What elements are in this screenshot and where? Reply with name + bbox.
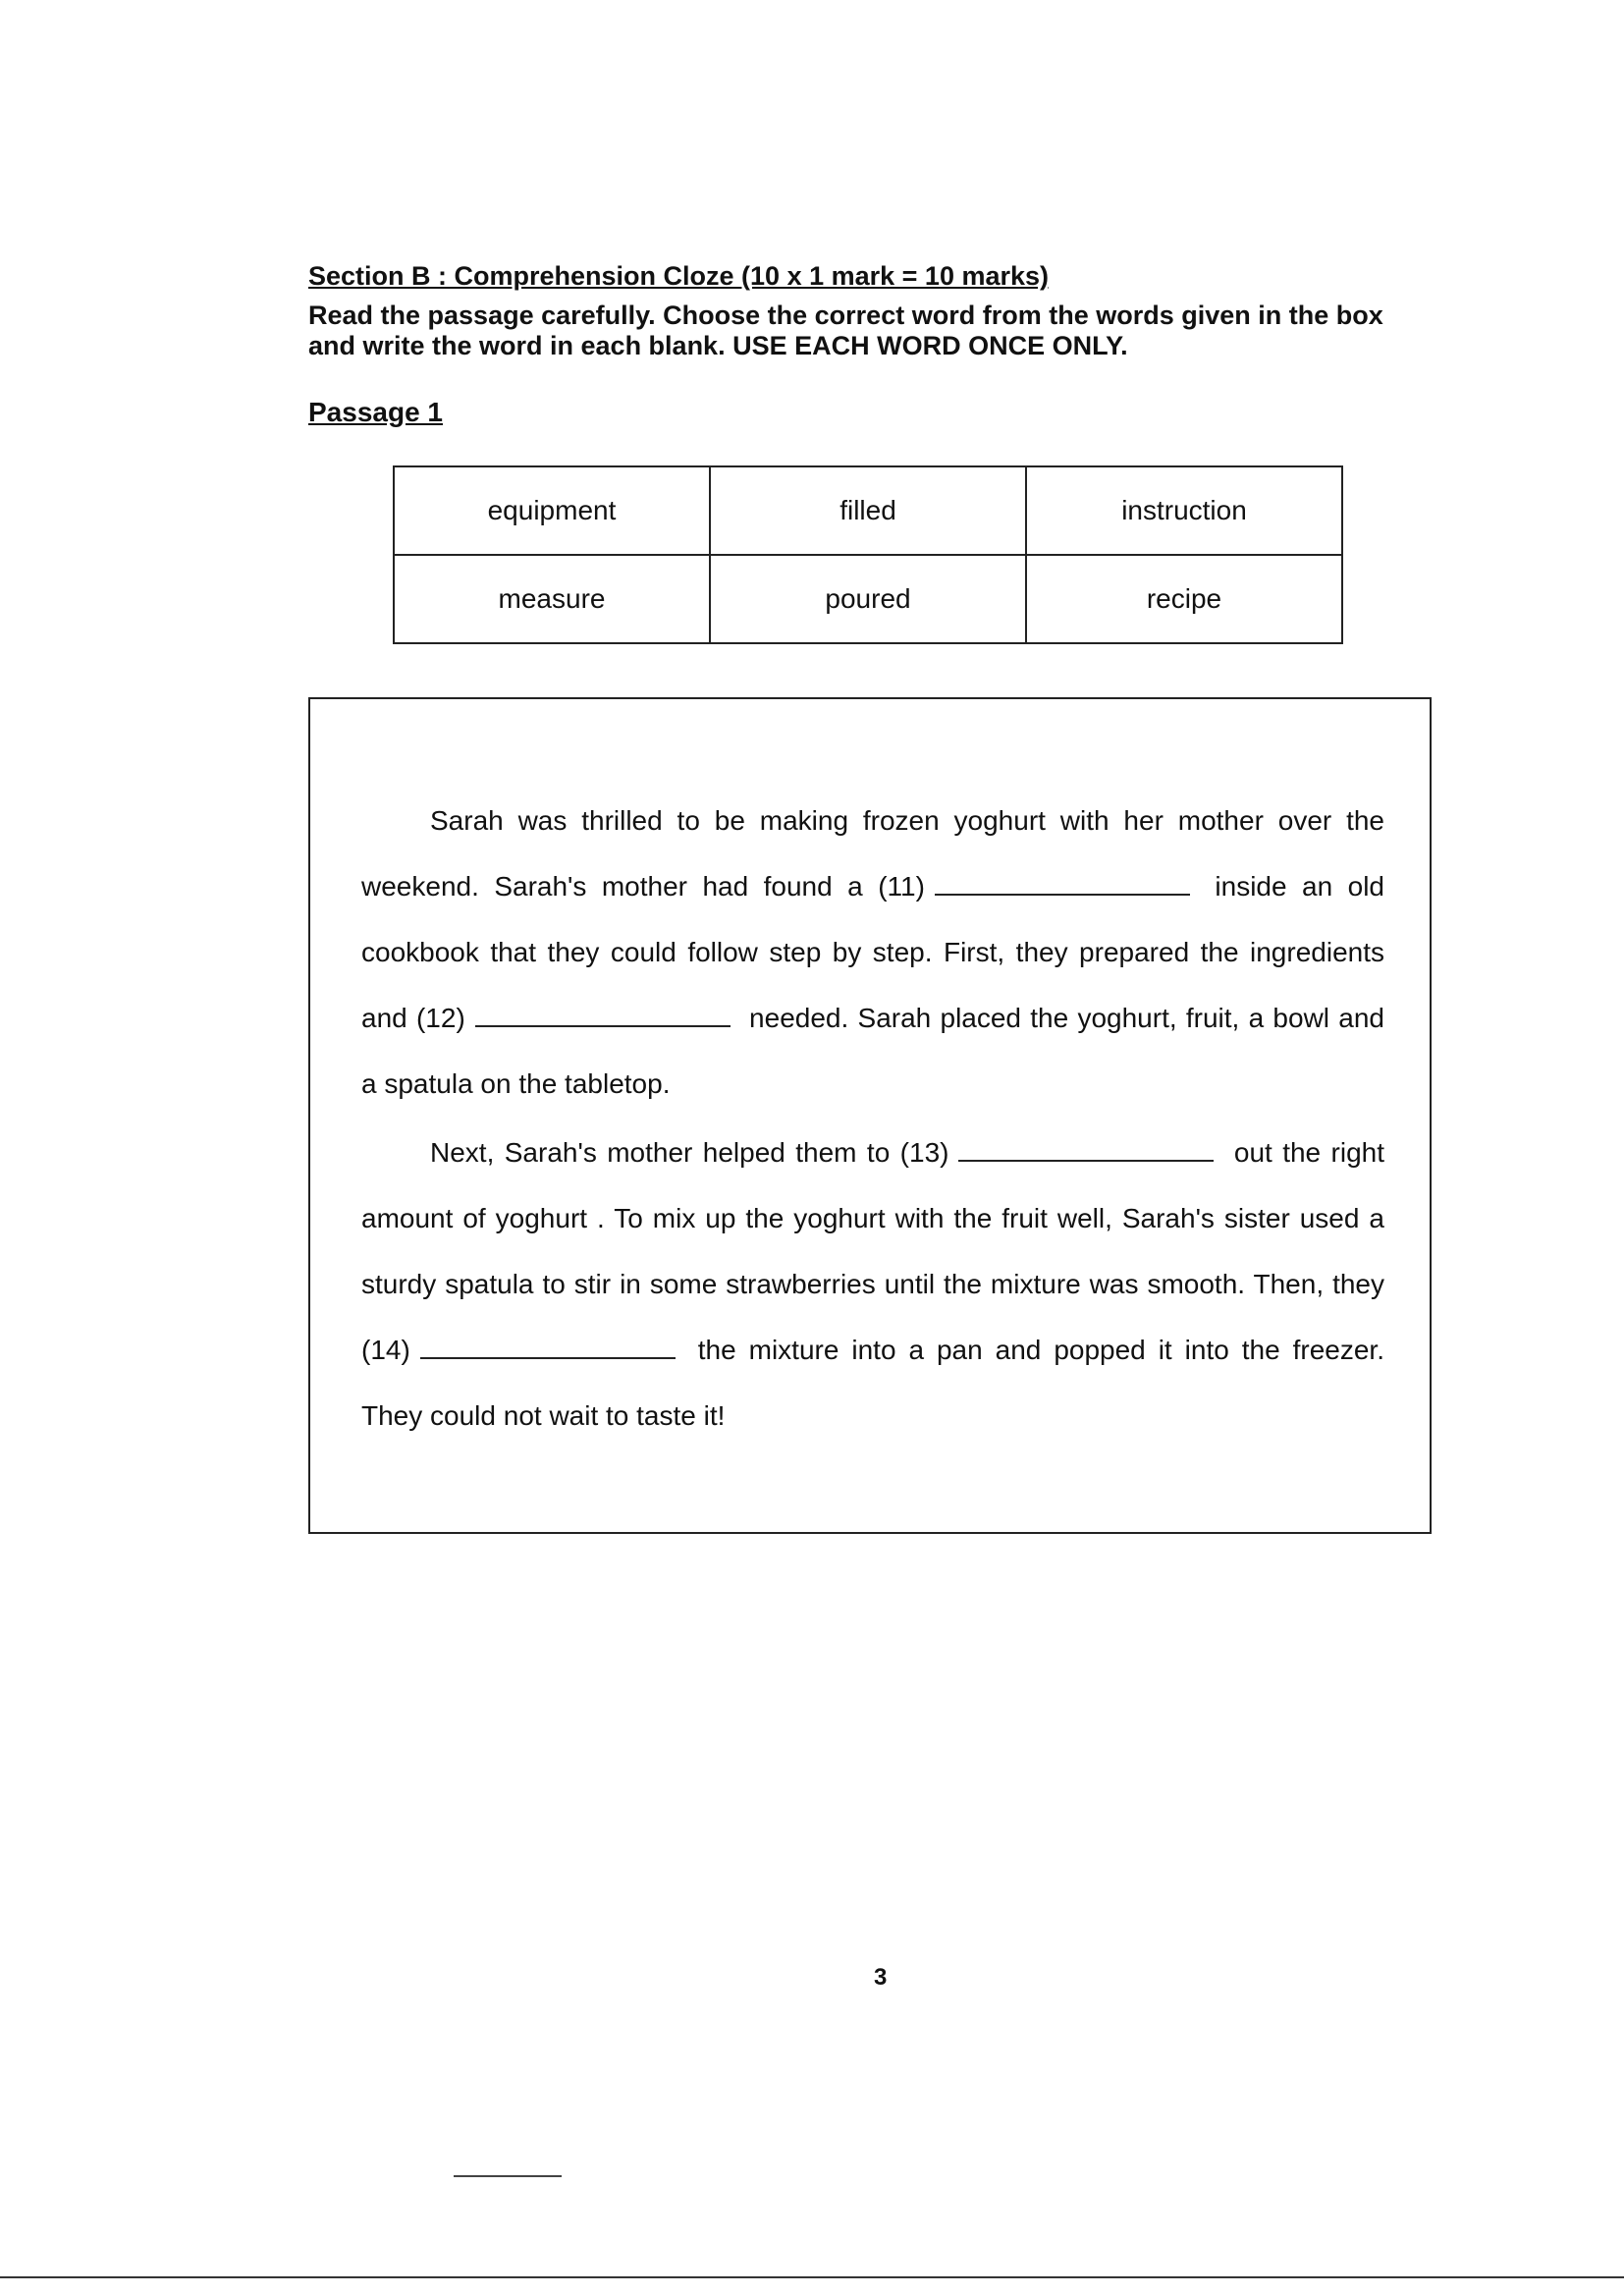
answer-blank-14[interactable] bbox=[420, 1336, 676, 1359]
paragraph-1 bbox=[361, 788, 1384, 1117]
word-bank-cell: recipe bbox=[1026, 555, 1342, 643]
word-bank-row bbox=[394, 466, 1342, 555]
paragraph-1-text-b: inside an old cookbook that they could follow step by step. First, they prepared the ingredients and bbox=[361, 871, 1385, 1033]
blank-number-14: (14) bbox=[361, 1335, 410, 1365]
answer-blank-11[interactable] bbox=[935, 872, 1190, 896]
paragraph-1-text-c: needed. Sarah placed the yoghurt, fruit, a bowl and a spatula on the tabletop. bbox=[361, 1003, 1384, 1099]
answer-blank-12[interactable] bbox=[475, 1004, 731, 1027]
instruction-line-2: and write the word in each blank. USE EACH WORD ONCE ONLY. bbox=[308, 331, 1128, 360]
page-number: 3 bbox=[874, 1964, 888, 1991]
answer-blank-13[interactable] bbox=[958, 1138, 1214, 1162]
paragraph-2-text-b: out the right amount of yoghurt . To mix up the yoghurt with the fruit well, Sarah's sister used a sturdy spatula to stir in some strawberries until the mixture was smooth. Then, they bbox=[361, 1137, 1384, 1299]
paragraph-1-text-a: Sarah was thrilled to be making frozen yoghurt with her mother over the weekend. Sarah's mother had found a bbox=[361, 805, 1384, 902]
paragraph-2 bbox=[361, 1120, 1384, 1449]
word-bank-table bbox=[393, 465, 1343, 644]
blank-number-13: (13) bbox=[899, 1137, 949, 1168]
word-bank-cell: equipment bbox=[394, 466, 710, 555]
bottom-rule bbox=[0, 2276, 1624, 2278]
passage-box bbox=[308, 697, 1432, 1534]
word-bank-cell: instruction bbox=[1026, 466, 1342, 555]
word-bank-cell: poured bbox=[710, 555, 1026, 643]
instruction-line-1: Read the passage carefully. Choose the correct word from the words given in the box bbox=[308, 301, 1383, 330]
word-bank-cell: filled bbox=[710, 466, 1026, 555]
instructions bbox=[308, 301, 1467, 361]
passage-label: Passage 1 bbox=[308, 397, 443, 427]
paragraph-2-text-c: the mixture into a pan and popped it into the freezer. They could not wait to taste it! bbox=[361, 1335, 1384, 1431]
word-bank-row bbox=[394, 555, 1342, 643]
blank-number-12: (12) bbox=[415, 1003, 465, 1033]
word-bank-cell: measure bbox=[394, 555, 710, 643]
section-heading: Section B : Comprehension Cloze (10 x 1 mark = 10 marks) bbox=[308, 261, 1050, 291]
footer-short-rule bbox=[454, 2175, 562, 2177]
paragraph-2-text-a: Next, Sarah's mother helped them to bbox=[430, 1137, 891, 1168]
blank-number-11: (11) bbox=[878, 871, 925, 902]
